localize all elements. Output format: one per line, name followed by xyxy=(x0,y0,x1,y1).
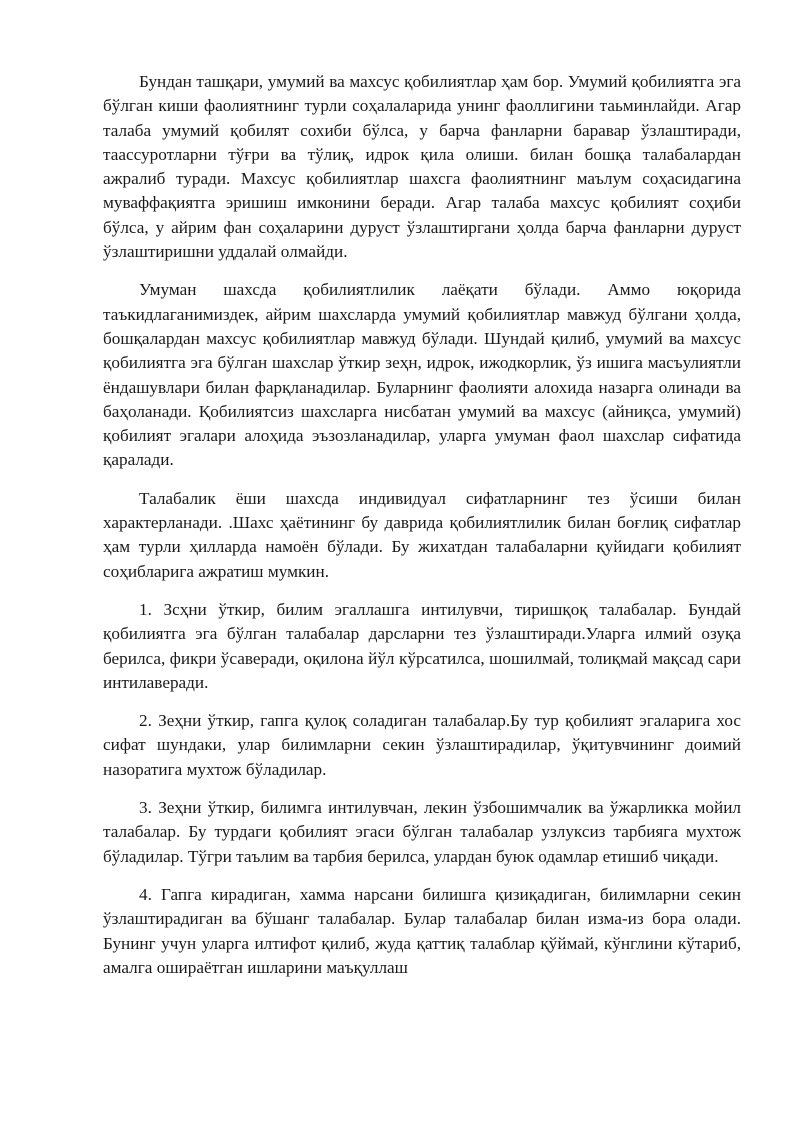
paragraph-abilities-general-special: Бундан ташқари, умумий ва махсус қобилиятлар ҳам бор. Умумий қобилиятга эга бўлган киши фаолиятнинг турли соҳалаларида унинг фаоллигини таьминлайди. Агар талаба умумий қобилят сохиби бўлса, у барча фанларни баравар ўзлаштиради, таассуротларни тўғри ва тўлиқ, идрок қила олиши. билан бошқа талабалардан ажралиб туради. Махсус қобилиятлар шахсга фаолиятнинг маълум соҳасидагина муваффақиятга эришиш имконини беради. Агар талаба махсус қобилият соҳиби бўлса, у айрим фан соҳаларини дуруст ўзлаштиргани ҳолда барча фанларни дуруст ўзлаштиришни уддалай олмайди. xyxy=(103,72,741,262)
paragraph-abilities-in-person: Умуман шахсда қобилиятлилик лаёқати бўлади. Аммо юқорида таъкидлаганимиздек, айрим шахсларда умумий қобилиятлар мавжуд бўлгани ҳолда, бошқалардан махсус қобилиятлар мавжуд бўлади. Шундай қилиб, умумий ва махсус қобилиятга эга бўлган шахслар ўткир зеҳн, идрок, ижодкорлик, ўз ишига масъулиятли ёндашувлари билан фарқланадилар. Буларнинг фаолияти алохида назарга олинади ва баҳоланади. Қобилиятсиз шахсларга нисбатан умумий ва махсус (айниқса, умумий) қобилият эгалари алоҳида эъзозланадилар, уларга умуман фаол шахслар сифатида қаралади. xyxy=(103,280,741,470)
document-page xyxy=(103,70,741,980)
list-item-2: 2. Зеҳни ўткир, гапга қулоқ соладиган талабалар.Бу тур қобилият эгаларига хос сифат шундаки, улар билимларни секин ўзлаштирадилар, ўқитувчининг доимий назоратига мухтож бўладилар. xyxy=(103,711,741,779)
list-item-4: 4. Гапга кирадиган, хамма нарсани билишга қизиқадиган, билимларни секин ўзлаштирадиган ва бўшанг талабалар. Булар талабалар билан изма-из бора олади. Бунинг учун уларга илтифот қилиб, жуда қаттиқ талаблар қўймай, кўнглини кўтариб, амалга ошираётган ишларини маъқуллаш xyxy=(103,884,741,977)
list-item-1: 1. Зсҳни ўткир, билим эгаллашга интилувчи, тиришқоқ талабалар. Бундай қобилиятга эга бўлган талабалар дарсларни тез ўзлаштиради.Уларга илмий озуқа берилса, фикри ўсаверади, оқилона йўл кўрсатилса, шошилмай, толиқмай мақсад сари интилаверади. xyxy=(103,599,741,692)
paragraph-student-age: Талабалик ёши шахсда индивидуал сифатларнинг тез ўсиши билан характерланади. .Шахс ҳаётининг бу даврида қобилиятлилик билан боғлиқ сифатлар ҳам турли ҳилларда намоён бўлади. Бу жихатдан талабаларни қуйидаги қобилият соҳибларига ажратиш мумкин. xyxy=(103,488,741,581)
list-item-3: 3. Зеҳни ўткир, билимга интилувчан, лекин ўзбошимчалик ва ўжарликка мойил талабалар. Бу турдаги қобилият эгаси бўлган талабалар узлуксиз тарбияга мухтож бўладилар. Тўгри таълим ва тарбия берилса, улардан буюк одамлар етишиб чиқади. xyxy=(103,798,741,866)
